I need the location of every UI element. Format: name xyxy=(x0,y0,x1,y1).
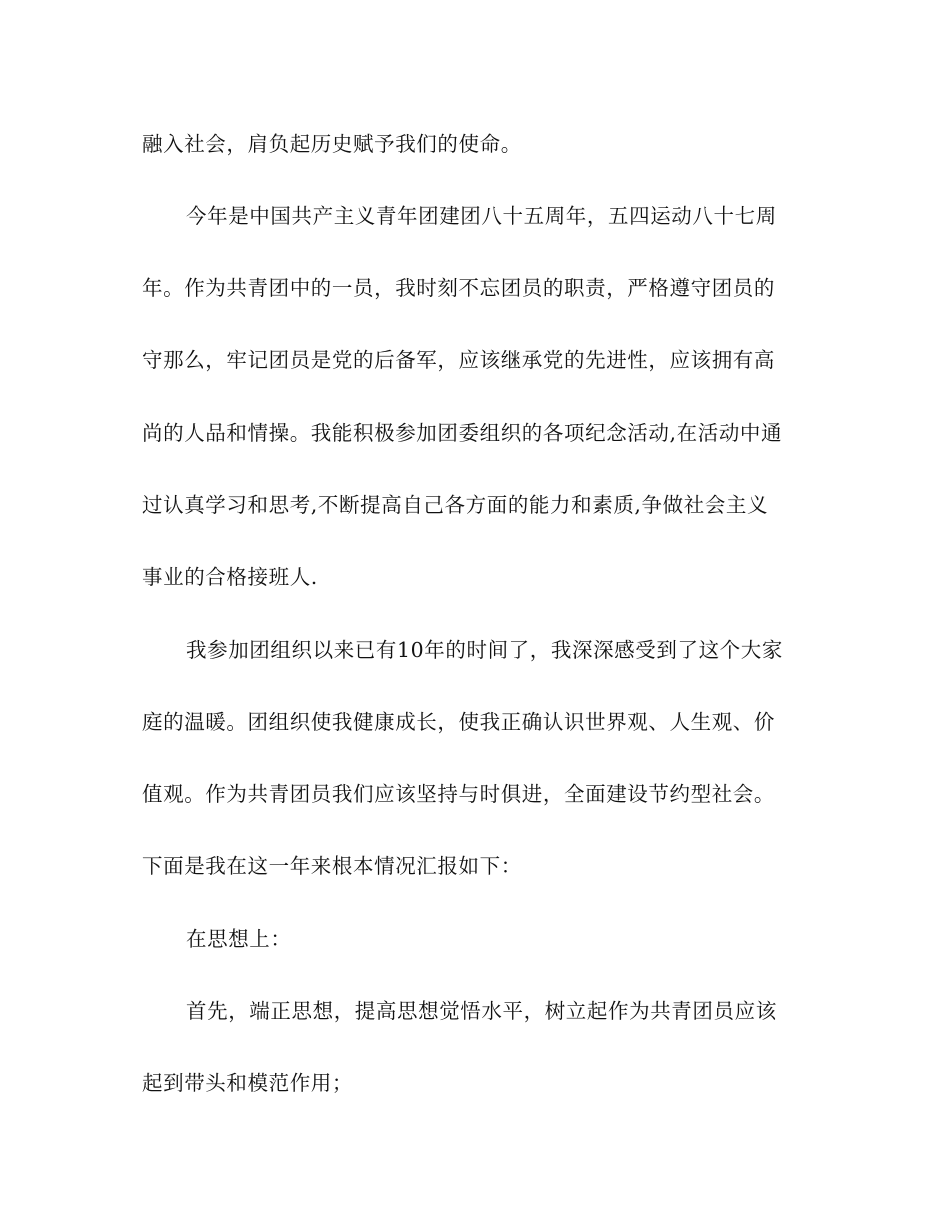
paragraph-start-line: 今年是中国共产主义青年团建团八十五周年，五四运动八十七周 xyxy=(186,204,777,228)
text-line: 融入社会，肩负起历史赋予我们的使命。 xyxy=(142,132,522,156)
text-line: 庭的温暖。团组织使我健康成长，使我正确认识世界观、人生观、价 xyxy=(142,710,775,734)
text-line: 起到带头和模范作用； xyxy=(142,1071,353,1095)
section-heading-line: 在思想上： xyxy=(186,927,292,951)
text-line: 尚的人品和情操。我能积极参加团委组织的各项纪念活动,在活动中通 xyxy=(142,421,783,445)
paragraph-start-line: 首先，端正思想，提高思想觉悟水平，树立起作为共青团员应该 xyxy=(186,999,777,1023)
text-line: 值观。作为共青团员我们应该坚持与时俱进，全面建设节约型社会。 xyxy=(142,782,775,806)
text-line: 事业的合格接班人. xyxy=(142,565,318,589)
paragraph-start-line: 我参加团组织以来已有10年的时间了，我深深感受到了这个大家 xyxy=(186,638,783,662)
text-line: 过认真学习和思考,不断提高自己各方面的能力和素质,争做社会主义 xyxy=(142,493,769,517)
text-line: 年。作为共青团中的一员，我时刻不忘团员的职责，严格遵守团员的 xyxy=(142,276,775,300)
text-line: 下面是我在这一年来根本情况汇报如下： xyxy=(142,854,522,878)
text-line: 守那么，牢记团员是党的后备军，应该继承党的先进性，应该拥有高 xyxy=(142,348,775,372)
